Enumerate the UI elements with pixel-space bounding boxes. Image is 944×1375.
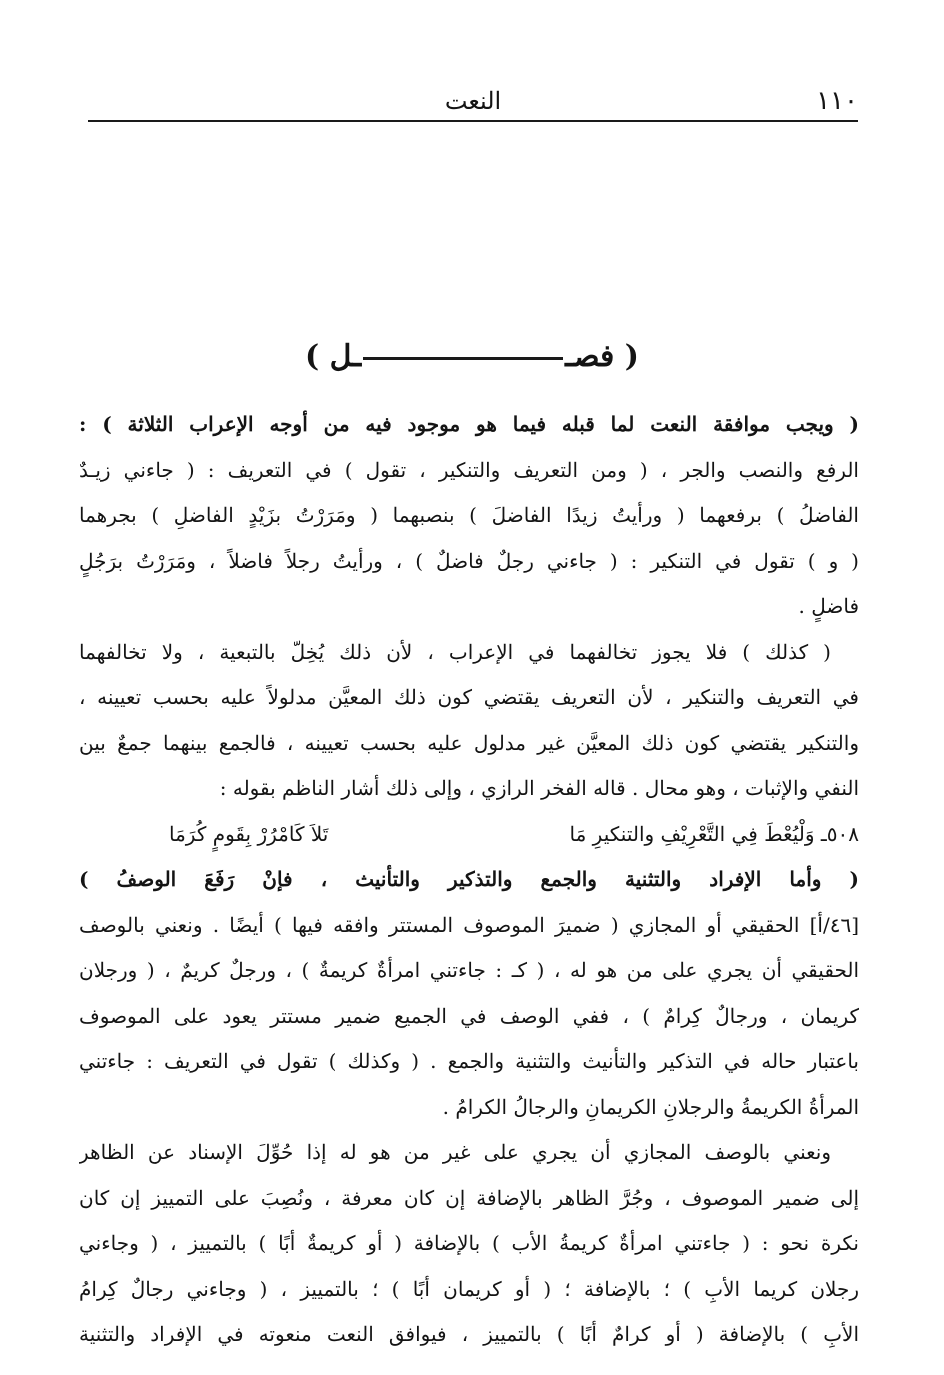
section-title xyxy=(0,332,944,382)
closing-paren: ) xyxy=(305,339,320,374)
text-line: والتنكير يقتضي كون ذلك المعيَّن غير مدلول عليه بحسب تعيينه ، فالجمع بينهما جمعٌ بين xyxy=(79,730,859,755)
text-line: إلى ضمير الموصوف ، وجُرَّ الظاهر بالإضافة إن كان معرفة ، ونُصِبَ على التمييز إن كان xyxy=(79,1185,859,1210)
text-line: المرأةُ الكريمةُ والرجلانِ الكريمانِ والرجالُ الكرامُ . xyxy=(442,1094,859,1119)
text-line: [٤٦/أ] الحقيقي أو المجازي ( ضميرَ الموصوف المستتر وافقه فيها ) أيضًا . ونعني بالوصف xyxy=(79,912,859,937)
page-header xyxy=(88,86,858,122)
text-line: نكرة نحو : ( جاءتني امرأةٌ كريمةُ الأب ) بالإضافة ( أو كريمةٌ أبًا ) بالتمييز ، ( وجاءني xyxy=(79,1231,859,1255)
running-title: النعت xyxy=(444,87,502,115)
verse-line xyxy=(79,812,859,858)
text-line: كريمان ، ورجالٌ كِرامٌ ) ، ففي الوصف في الجميع ضمير مستتر يعود على الموصوف xyxy=(79,1003,859,1028)
text-line: رجلان كريما الأبِ ) ؛ بالإضافة ؛ ( أو كريمان أبًا ) ؛ بالتمييز ، ( وجاءني رجالٌ كِرامُ xyxy=(79,1276,859,1301)
main-text xyxy=(79,402,859,1358)
section-word-start: فصـ xyxy=(565,339,615,374)
verse-first-half xyxy=(570,812,859,858)
text-line: في التعريف والتنكير ، لأن التعريف يقتضي كون ذلك المعيَّن مدلولاً عليه بحسب تعيينه ، xyxy=(79,685,859,709)
page-number: ١١٠ xyxy=(816,86,858,116)
text-line: فاضلٍ . xyxy=(798,594,859,618)
section-word-end: ـل xyxy=(329,339,362,374)
text-line: ( كذلك ) فلا يجوز تخالفهما في الإعراب ، لأن ذلك يُخِلّ بالتبعية ، ولا تخالفهما xyxy=(79,639,831,664)
verse-first-hemistich: ـ وَلْيُعْطَ فِي التَّعْرِيْفِ والتنكيرِ مَا xyxy=(569,821,827,846)
text-line: ( وأما الإفراد والتثنية والجمع والتذكير والتأنيث ، فإنْ رَفَعَ الوصفُ ) xyxy=(79,867,859,891)
text-line: الأبِ ) بالإضافة ( أو كرامٌ أبًا ) بالتمييز ، فيوافق النعت منعوته في الإفراد والتثنية xyxy=(79,1322,859,1346)
text-line: باعتبار حاله في التذكير والتأنيث والتثنية والجمع . ( وكذلك ) تقول في التعريف : جاءتني xyxy=(79,1049,859,1073)
text-line: النفي والإثبات ، وهو محال . قاله الفخر الرازي ، وإلى ذلك أشار الناظم بقوله : xyxy=(219,776,859,800)
text-line: الفاضلُ ) برفعهما ( ورأيتُ زيدًا الفاضلَ ) بنصبهما ( ومَرَرْتُ بزَيْدٍ الفاضلِ ) بجرهما xyxy=(79,503,859,527)
verse-second-hemistich: تَلاَ كَامْرُرْ بِقَومٍ كُرَمَا xyxy=(169,821,329,846)
kashida-stroke xyxy=(363,357,563,360)
text-line: ( ويجب موافقة النعت لما قبله فيما هو موجود فيه من أوجه الإعراب الثلاثة ) : xyxy=(79,412,859,436)
text-line: الرفع والنصب والجر ، ( ومن التعريف والتنكير ، تقول ) في التعريف : ( جاءني زيـدٌ xyxy=(79,457,859,482)
text-line: ونعني بالوصف المجازي أن يجري على غير من هو له إذا حُوِّلَ الإسناد عن الظاهر xyxy=(79,1140,831,1164)
verse-number: ٥٠٨ xyxy=(826,821,859,846)
text-line: ( و ) تقول في التنكير : ( جاءني رجلٌ فاضلٌ ) ، ورأيتُ رجلاً فاضلاً ، ومَرَرْتُ برَجُلٍ xyxy=(79,548,859,573)
opening-paren: ( xyxy=(624,339,639,374)
text-line: الحقيقي أن يجري على من هو له ، ( كـ : جاءتني امرأةٌ كريمةٌ ) ، ورجلٌ كريمٌ ، ( ورجلان xyxy=(79,958,859,982)
